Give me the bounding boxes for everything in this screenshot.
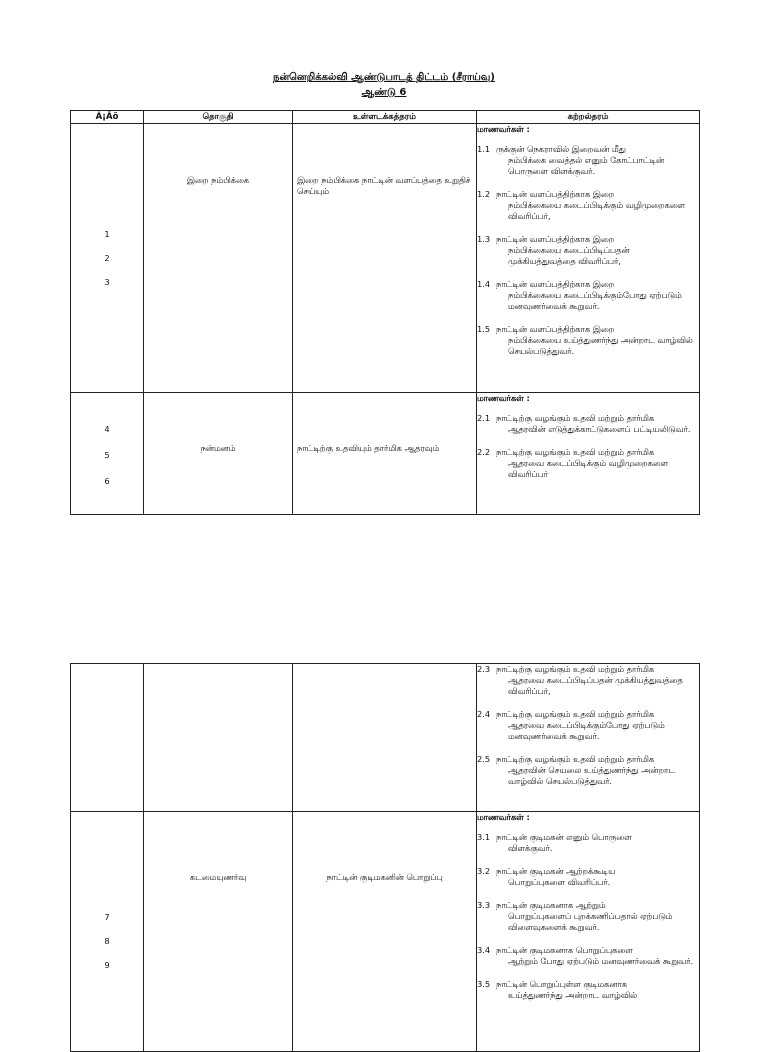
list-item: 1.2 நாட்டின் வளப்பத்திற்காக இறை நம்பிக்கையை கடைப்பிடிக்கும் வழிமுறைகளை விவரிப்பர், (477, 189, 686, 221)
document-subtitle: ஆண்டு 6 (361, 87, 407, 98)
unit-name: நன்மனம் (200, 443, 236, 453)
plan-table-page-1 (70, 110, 700, 515)
outcome-cell (477, 812, 700, 1052)
learners-label: மாணவர்கள் : (477, 124, 530, 134)
table-row (71, 393, 700, 515)
unit-cell (144, 664, 293, 812)
list-item: 2.3 நாட்டிற்கு வழங்கும் உதவி மற்றும் தார்மிக ஆதரவை கடைப்பிடிப்பதன் முக்கியத்துவத்தை விவரிப்பர், (477, 664, 683, 696)
unit-cell (144, 393, 293, 515)
list-item: 2.4 நாட்டிற்கு வழங்கும் உதவி மற்றும் தார்மிக ஆதரவை கடைப்பிடிக்கும்போது ஏற்படும் மனவுணர்வைக் கூறுவர். (477, 709, 665, 741)
week-number: 5 (104, 450, 110, 460)
unit-cell (144, 124, 293, 393)
document-title: நன்னெறிக்கல்வி ஆண்டுபாடத் திட்டம் (சீராய்வு) (273, 72, 495, 83)
list-item: 3.1 நாட்டின் குடிமகன் எனும் பொருளை விளக்குவர். (477, 832, 632, 853)
outcome-cell (477, 664, 700, 812)
week-cell (71, 124, 144, 393)
content-standard: இறை நம்பிக்கை நாட்டின் வளப்பத்தை உறுதிச் செய்யும் (297, 175, 471, 196)
table-row (71, 124, 700, 393)
unit-name: கடமையுணர்வு (189, 872, 247, 882)
column-header-week: Á¡Ãõ (71, 111, 144, 124)
table-row (71, 812, 700, 1052)
content-cell (293, 124, 477, 393)
learners-label: மாணவர்கள் : (477, 393, 530, 403)
column-header-content: உள்ளடக்கத்தரம் (293, 111, 477, 124)
week-number: 8 (104, 936, 110, 946)
list-item: 3.5 நாட்டின் பொறுப்புள்ள குடிமகனாக உய்த்துணர்ந்து அன்றாட வாழ்வில் (477, 979, 638, 1000)
document-title-block (0, 70, 768, 100)
week-number: 7 (104, 912, 110, 922)
unit-name: இறை நம்பிக்கை (186, 175, 250, 185)
outcome-cell (477, 393, 700, 515)
content-standard: நாட்டின் குடிமகனின் பொறுப்பு (326, 872, 443, 882)
list-item: 3.3 நாட்டின் குடிமகனாக ஆற்றும் பொறுப்புகளைப் புறக்கணிப்பதால் ஏற்படும் விளைவுகளைக் கூறுவர். (477, 900, 673, 932)
list-item: 1.3 நாட்டின் வளப்பத்திற்காக இறை நம்பிக்கையை கடைப்பிடிப்பதன் முக்கியத்துவத்தை விவரிப்பர், (477, 234, 630, 266)
week-number: 9 (104, 960, 110, 970)
week-number: 6 (104, 476, 110, 486)
week-number: 1 (104, 229, 110, 239)
list-item: 2.2 நாட்டிற்கு வழங்கும் உதவி மற்றும் தார்மிக ஆதரவை கடைப்பிடிக்கும் வழிமுறைகளை விவரிப்பர் (477, 447, 669, 479)
list-item: 1.5 நாட்டின் வளப்பத்திற்காக இறை நம்பிக்கையை உய்த்துணர்ந்து அன்றாட வாழ்வில் செயல்படுத்துவர். (477, 324, 693, 356)
week-cell (71, 664, 144, 812)
table-row (71, 664, 700, 812)
column-header-unit: தொகுதி (144, 111, 293, 124)
list-item: 3.2 நாட்டின் குடிமகன் ஆற்றக்கூடிய பொறுப்புகளை விவரிப்பர். (477, 866, 616, 887)
list-item: 3.4 நாட்டின் குடிமகனாக பொறுப்புகளை ஆற்றும் போது ஏற்படும் மனவுணர்வைக் கூறுவர். (477, 945, 694, 966)
week-number: 2 (104, 253, 110, 263)
week-number: 4 (104, 424, 110, 434)
list-item: 2.1 நாட்டிற்கு வழங்கும் உதவி மற்றும் தார்மிக ஆதரவின் எடுத்துக்காட்டுகளைப் பட்டியலிடுவர். (477, 413, 691, 434)
outcome-cell (477, 124, 700, 393)
list-item: 1.4 நாட்டின் வளப்பத்திற்காக இறை நம்பிக்கையை கடைப்பிடிக்கும்போது ஏற்படும் மனவுணர்வைக் கூறுவர். (477, 279, 682, 311)
list-item: 1.1 ருக்குன் நெகராவில் இறைவன் மீது நம்பிக்கை வைத்தல் எனும் கோட்பாட்டின் பொருளை விளக்குவர். (477, 144, 665, 176)
plan-table-page-2 (70, 663, 700, 1052)
content-cell (293, 664, 477, 812)
table-header-row (71, 111, 700, 124)
week-number: 3 (104, 277, 110, 287)
unit-cell (144, 812, 293, 1052)
column-header-outcome: கற்றல்தரம் (477, 111, 700, 124)
content-standard: நாட்டிற்கு உதவியும் தார்மிக ஆதரவும் (297, 443, 440, 453)
content-cell (293, 812, 477, 1052)
list-item: 2.5 நாட்டிற்கு வழங்கும் உதவி மற்றும் தார்மிக ஆதரவின் செயலை உய்த்துணர்ந்து அன்றாட வாழ்வில் செயல்படுத்துவர். (477, 754, 675, 786)
week-cell (71, 393, 144, 515)
content-cell (293, 393, 477, 515)
week-cell (71, 812, 144, 1052)
learners-label: மாணவர்கள் : (477, 812, 530, 822)
